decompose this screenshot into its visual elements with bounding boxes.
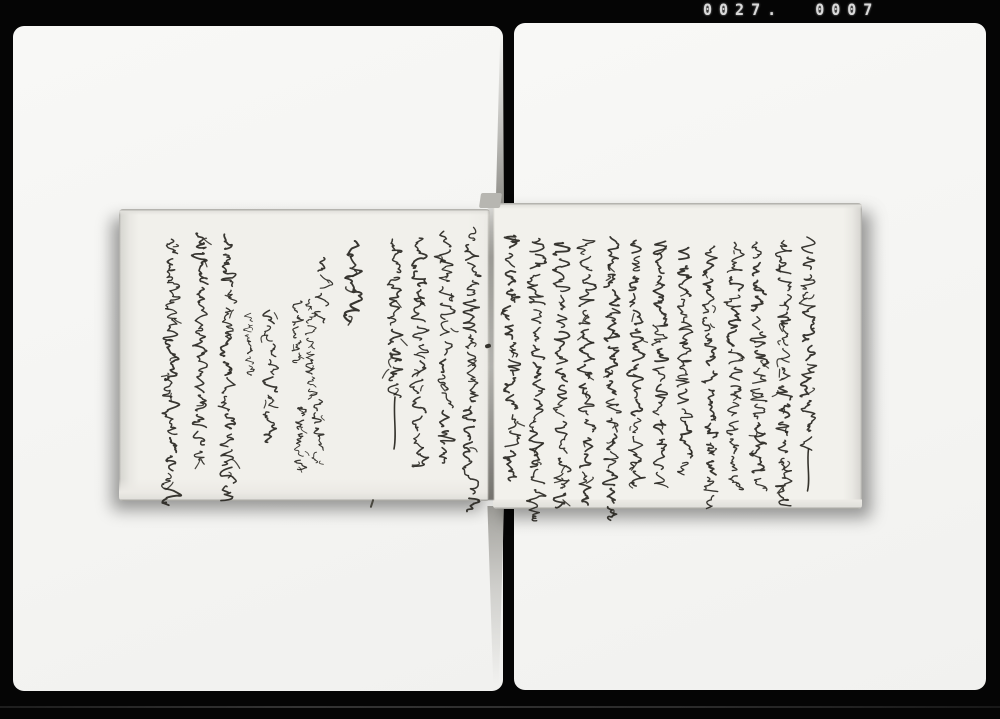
book-fold-crease: [488, 204, 494, 500]
page-top-edge: [493, 203, 862, 209]
frame-counter: 0027. 0007: [703, 0, 880, 20]
page-top-edge: [119, 209, 490, 215]
book-fold-tab: [479, 193, 502, 208]
page-bottom-edge: [119, 479, 490, 501]
manuscript-right-page: [493, 203, 862, 509]
manuscript-book: [119, 194, 862, 510]
page-bottom-edge: [493, 499, 862, 509]
manuscript-left-page: [119, 209, 490, 501]
film-scratch-line: [0, 706, 1000, 708]
